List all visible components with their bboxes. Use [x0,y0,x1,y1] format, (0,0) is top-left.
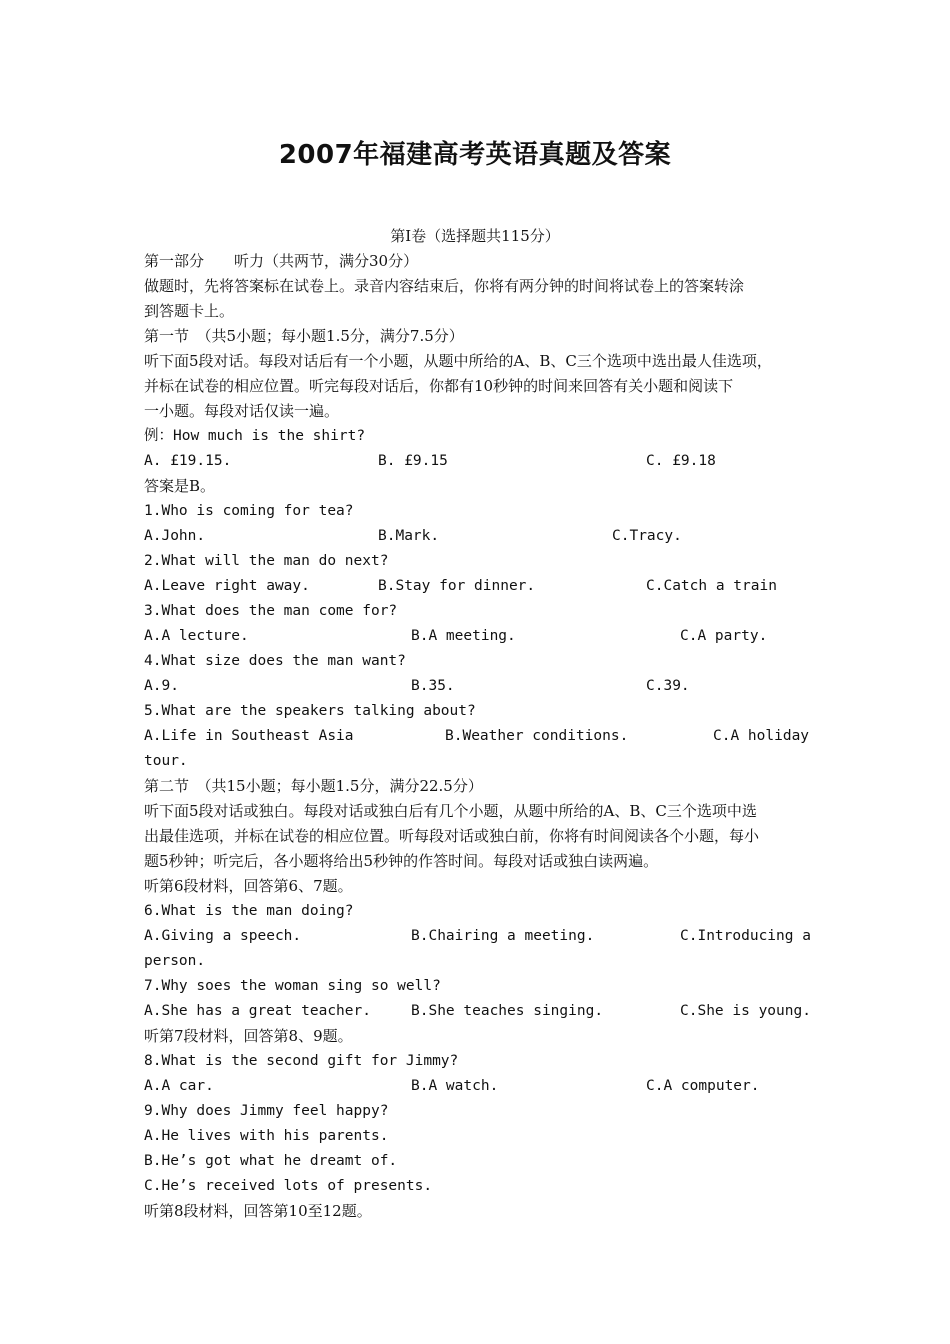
question-1: 1.Who is coming for tea? [144,503,354,519]
q3-option-a: A.A lecture. [144,628,249,644]
section1-intro-line: 一小题。每段对话仅读一遍。 [144,402,340,420]
example-question: 例：How much is the shirt? [144,428,366,444]
example-answer: 答案是B。 [144,477,216,495]
volume-heading: 第Ⅰ卷（选择题共115分） [390,227,560,245]
q6-option-a: A.Giving a speech. [144,928,302,944]
q1-option-a: A.John. [144,528,206,544]
q1-option-b: B.Mark. [378,528,440,544]
q6-option-c: C.Introducing a [680,928,811,944]
q8-option-c: C.A computer. [646,1078,760,1094]
section2-intro-line: 听下面5段对话或独白。每段对话或独白后有几个小题，从题中所给的A、B、C三个选项中选 [144,802,757,820]
material-6-note: 听第6段材料，回答第6、7题。 [144,877,353,895]
section2-intro-line: 题5秒钟；听完后，各小题将给出5秒钟的作答时间。每段对话或独白读两遍。 [144,852,659,870]
question-4: 4.What size does the man want? [144,653,406,669]
q2-option-a: A.Leave right away. [144,578,310,594]
q3-option-b: B.A meeting. [411,628,516,644]
q8-option-a: A.A car. [144,1078,214,1094]
q4-option-c: C.39. [646,678,690,694]
example-option-b: B. £9.15 [378,453,448,469]
q9-option-b: B.He’s got what he dreamt of. [144,1153,398,1169]
section1-intro-line: 听下面5段对话。每段对话后有一个小题，从题中所给的A、B、C三个选项中选出最人佳选项， [144,352,772,370]
q5-option-c-continued: tour. [144,753,188,769]
section1-heading: 第一节 （共5小题；每小题1.5分，满分7.5分） [144,327,464,345]
question-9: 9.Why does Jimmy feel happy? [144,1103,389,1119]
section1-intro-line: 并标在试卷的相应位置。听完每段对话后，你都有10秒钟的时间来回答有关小题和阅读下 [144,377,734,395]
q6-option-b: B.Chairing a meeting. [411,928,595,944]
q5-option-c: C.A holiday [713,728,810,744]
q6-option-c-continued: person. [144,953,206,969]
question-6: 6.What is the man doing? [144,903,354,919]
q3-option-c: C.A party. [680,628,768,644]
section2-intro-line: 出最佳选项，并标在试卷的相应位置。听每段对话或独白前，你将有时间阅读各个小题，每小 [144,827,760,845]
q2-option-b: B.Stay for dinner. [378,578,536,594]
q9-option-a: A.He lives with his parents. [144,1128,389,1144]
question-8: 8.What is the second gift for Jimmy? [144,1053,459,1069]
part1-heading: 第一部分 听力（共两节，满分30分） [144,252,419,270]
q5-option-a: A.Life in Southeast Asia [144,728,354,744]
question-2: 2.What will the man do next? [144,553,389,569]
instructions-line: 到答题卡上。 [144,302,235,320]
q7-option-a: A.She has a great teacher. [144,1003,371,1019]
q9-option-c: C.He’s received lots of presents. [144,1178,433,1194]
question-7: 7.Why soes the woman sing so well? [144,978,441,994]
material-7-note: 听第7段材料，回答第8、9题。 [144,1027,353,1045]
q2-option-c: C.Catch a train [646,578,777,594]
question-5: 5.What are the speakers talking about? [144,703,476,719]
example-option-c: C. £9.18 [646,453,716,469]
example-option-a: A. £19.15. [144,453,232,469]
q1-option-c: C.Tracy. [612,528,682,544]
question-3: 3.What does the man come for? [144,603,398,619]
instructions-line: 做题时，先将答案标在试卷上。录音内容结束后，你将有两分钟的时间将试卷上的答案转涂 [144,277,745,295]
document-title: 2007年福建高考英语真题及答案 [278,140,672,170]
q4-option-a: A.9. [144,678,179,694]
q4-option-b: B.35. [411,678,455,694]
q8-option-b: B.A watch. [411,1078,499,1094]
section2-heading: 第二节 （共15小题；每小题1.5分，满分22.5分） [144,777,483,795]
q5-option-b: B.Weather conditions. [445,728,629,744]
material-8-note: 听第8段材料，回答第10至12题。 [144,1202,372,1220]
q7-option-b: B.She teaches singing. [411,1003,604,1019]
q7-option-c: C.She is young. [680,1003,811,1019]
